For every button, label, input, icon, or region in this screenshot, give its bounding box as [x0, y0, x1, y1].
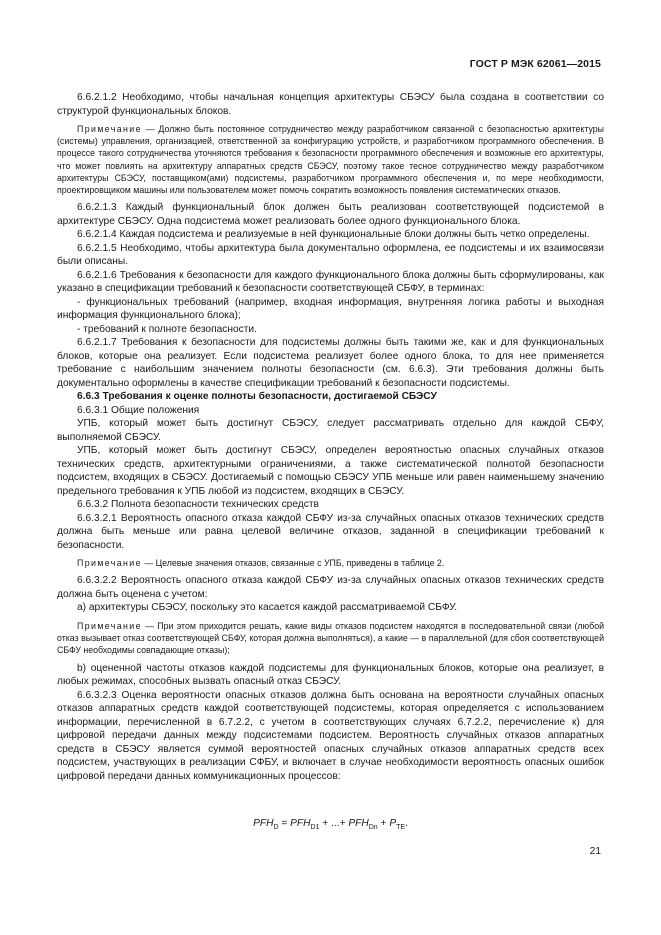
list-item-b: b) оцененной частоты отказов каждой подсистемы для функциональных блоков, которые она реализует, в любых режимах, способных вызвать опасный отказ СБЭСУ.	[57, 662, 604, 688]
formula-subscript: D	[273, 824, 279, 832]
note-text: — Должно быть постоянное сотрудничество между разработчиком связанной с безопасностью архитектуры (системы) управления, организацией, ответственной за конфигурацию устройств, и разработчиком программного обеспечения. В процессе такого сотрудничества уточняются требования к безопасности программного обеспечения и возможные его архитектуры, что может повлиять на архитектуру аппаратных средств СБЭСУ, поэтому такое тесное сотрудничество между разработчиком архитектуры СБЭСУ, поставщиком(ами) подсистемы, разработчиком программного обеспечения и, по мере необходимости, проектировщиком машины или пользователем может помочь сократить возможность появления систематических отказов.	[57, 124, 604, 196]
section-heading-6-6-3: 6.6.3 Требования к оценке полноты безопасности, достигаемой СБЭСУ	[77, 391, 437, 403]
formula-term: PFH	[290, 818, 311, 829]
paragraph-6-6-3-2-3: 6.6.3.2.3 Оценка вероятности опасных отказов должна быть основана на вероятности случайных опасных отказов аппаратных средств каждой соответствующей подсистемы, которая определяется с использованием информации, перечисленной в 6.7.2.2, с учетом в соответствующих случаях 6.7.2.2, перечисление к) для цифровой передачи данных между подсистемами подсистем. Вероятность случайных отказов аппаратных средств в СБЭСУ является суммой вероятностей опасных случайных отказов аппаратных средств всех подсистем, участвующих в реализации СФБУ, и включает в случае необходимости вероятность опасных ошибок цифровой передачи данных коммуникационных процессов:	[57, 689, 604, 782]
paragraph-6-6-3-2-1: 6.6.3.2.1 Вероятность опасного отказа каждой СБФУ из-за случайных опасных отказов технических средств должна быть меньше или равна целевой величине отказов, заданной в спецификации требований к безопасности.	[57, 512, 604, 551]
note-3	[57, 620, 604, 657]
paragraph-6-6-2-1-6: 6.6.2.1.6 Требования к безопасности для каждого функционального блока должны быть сформулированы, как указано в спецификации требований к безопасности соответствующей СБФУ, в терминах:	[57, 269, 604, 295]
paragraph: УПБ, который может быть достигнут СБЭСУ, следует рассматривать отдельно для каждой СБФУ, выполняемой СБЭСУ.	[57, 418, 604, 443]
list-item-a: а) архитектуры СБЭСУ, поскольку это касается каждой рассматриваемой СБФУ.	[77, 602, 458, 614]
subsection-heading-6-6-3-2: 6.6.3.2 Полнота безопасности технических средств	[77, 499, 319, 511]
formula-operator: + ...+	[319, 818, 349, 829]
page-body	[57, 91, 604, 832]
formula-subscript: Dn	[368, 824, 378, 832]
note-label: Примечание	[77, 124, 142, 134]
list-item: - функциональных требований (например, входная информация, внутренняя логика работы и выходная информация функционального блока);	[57, 296, 604, 322]
formula-operator: =	[278, 818, 291, 829]
formula-term: PFH	[348, 818, 369, 829]
note-2	[57, 557, 604, 569]
list-item: - требований к полноте безопасности.	[77, 323, 257, 335]
paragraph-6-6-2-1-2: 6.6.2.1.2 Необходимо, чтобы начальная концепция архитектуры СБЭСУ была создана в соответствии со структурой функциональных блоков.	[57, 92, 604, 117]
paragraph: УПБ, который может быть достигнут СБЭСУ, определен вероятностью опасных случайных отказов технических средств, архитектурными ограничениями, а также систематической полнотой безопасности подсистем, входящих в СБЭСУ. Достигаемый с помощью СБЭСУ УПБ меньше или равен наименьшему значению предельного требования к УПБ любой из подсистем, входящих в СБЭСУ.	[57, 445, 604, 497]
pfh-formula	[57, 818, 604, 831]
paragraph-6-6-3-2-2: 6.6.3.2.2 Вероятность опасного отказа каждой СБФУ из-за случайных опасных отказов технических средств должна быть оценена с учетом:	[57, 575, 604, 600]
paragraph-6-6-2-1-7: 6.6.2.1.7 Требования к безопасности для подсистемы должны быть такими же, как и для функциональных блоков, которые она реализует. Если подсистема реализует более одного блока, то для нее применяется требование с наибольшим значением полноты безопасности (см. 6.6.3). Эти требования должны быть документально оформлены в качестве спецификации требований к безопасности подсистемы.	[57, 337, 604, 389]
note-text: — При этом приходится решать, какие виды отказов подсистем находятся в последовательной связи (любой отказ вызывает отказ соответствующей СБФУ, которая должна выполняться), а какие — в параллельной (для сбоя соответствующей СБФУ необходимы совпадающие отказы);	[57, 620, 604, 656]
formula-subscript: D1	[310, 824, 320, 832]
paragraph-6-6-2-1-4: 6.6.2.1.4 Каждая подсистема и реализуемые в ней функциональные блоки должны быть четко определены.	[77, 229, 590, 241]
note-label: Примечание	[77, 558, 142, 569]
note-text: — Целевые значения отказов, связанные с УПБ, приведены в таблице 2.	[141, 558, 445, 569]
subsection-heading-6-6-3-1: 6.6.3.1 Общие положения	[77, 404, 200, 416]
paragraph-6-6-2-1-5: 6.6.2.1.5 Необходимо, чтобы архитектура была документально оформлена, ее подсистемы и их взаимосвязи были описаны.	[57, 242, 604, 268]
formula-term: P	[389, 818, 397, 829]
note-label: Примечание	[77, 620, 142, 631]
formula-subscript: TE	[396, 824, 406, 832]
formula-term: PFH	[253, 818, 274, 829]
formula-operator: +	[377, 818, 390, 829]
formula-end: .	[405, 818, 408, 829]
standard-header: ГОСТ Р МЭК 62061—2015	[469, 58, 601, 70]
page-number: 21	[589, 846, 601, 857]
note-1	[57, 123, 604, 196]
paragraph-6-6-2-1-3: 6.6.2.1.3 Каждый функциональный блок должен быть реализован соответствующей подсистемой в архитектуре СБЭСУ. Одна подсистема может реализовать более одного функционального блока.	[57, 202, 604, 227]
